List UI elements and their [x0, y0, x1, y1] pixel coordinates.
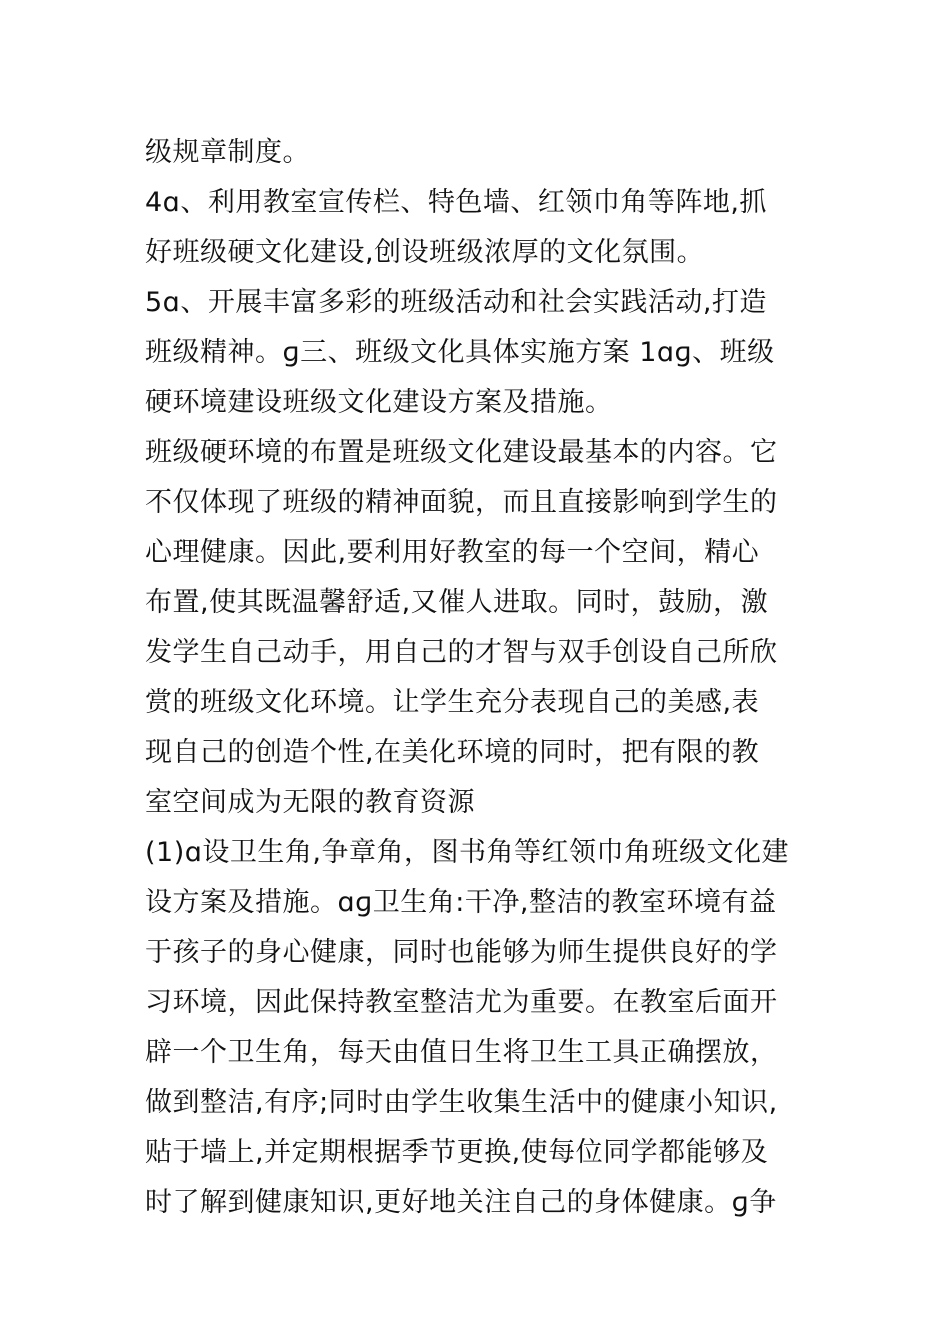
text-line: 时了解到健康知识,更好地关注自己的身体健康。ɡ争: [145, 1187, 777, 1218]
text-line: 不仅体现了班级的精神面貌，而且直接影响到学生的: [145, 487, 778, 518]
text-line: 设方案及措施。ɑɡ卫生角:干净,整洁的教室环境有益: [145, 887, 777, 918]
text-line: 现自己的创造个性,在美化环境的同时，把有限的教: [145, 737, 760, 768]
text-line: 做到整洁,有序;同时由学生收集生活中的健康小知识,: [145, 1087, 778, 1118]
text-line: 硬环境建设班级文化建设方案及措施。: [145, 387, 613, 418]
text-line: 级规章制度。: [145, 137, 310, 168]
text-line: 班级硬环境的布置是班级文化建设最基本的内容。它: [145, 437, 778, 468]
text-line: 贴于墙上,并定期根据季节更换,使每位同学都能够及: [145, 1137, 769, 1168]
text-line: 4ɑ、利用教室宣传栏、特色墙、红领巾角等阵地,抓: [145, 187, 767, 218]
body-text: [145, 128, 810, 1228]
text-line: (1)ɑ设卫生角,争章角，图书角等红领巾角班级文化建: [145, 837, 789, 868]
text-line: 于孩子的身心健康，同时也能够为师生提供良好的学: [145, 937, 778, 968]
text-line: 习环境，因此保持教室整洁尤为重要。在教室后面开: [145, 987, 778, 1018]
text-line: 辟一个卫生角，每天由值日生将卫生工具正确摆放，: [145, 1037, 778, 1068]
text-line: 布置,使其既温馨舒适,又催人进取。同时，鼓励，激: [145, 587, 769, 618]
text-line: 好班级硬文化建设,创设班级浓厚的文化氛围。: [145, 237, 705, 268]
text-line: 发学生自己动手，用自己的才智与双手创设自己所欣: [145, 637, 778, 668]
text-line: 赏的班级文化环境。让学生充分表现自己的美感,表: [145, 687, 760, 718]
text-line: 室空间成为无限的教育资源: [145, 787, 475, 818]
text-line: 5ɑ、开展丰富多彩的班级活动和社会实践活动,打造: [145, 287, 767, 318]
text-line: 心理健康。因此,要利用好教室的每一个空间，精心: [145, 537, 760, 568]
text-line: 班级精神。ɡ三、班级文化具体实施方案 1ɑɡ、班级: [145, 337, 775, 368]
